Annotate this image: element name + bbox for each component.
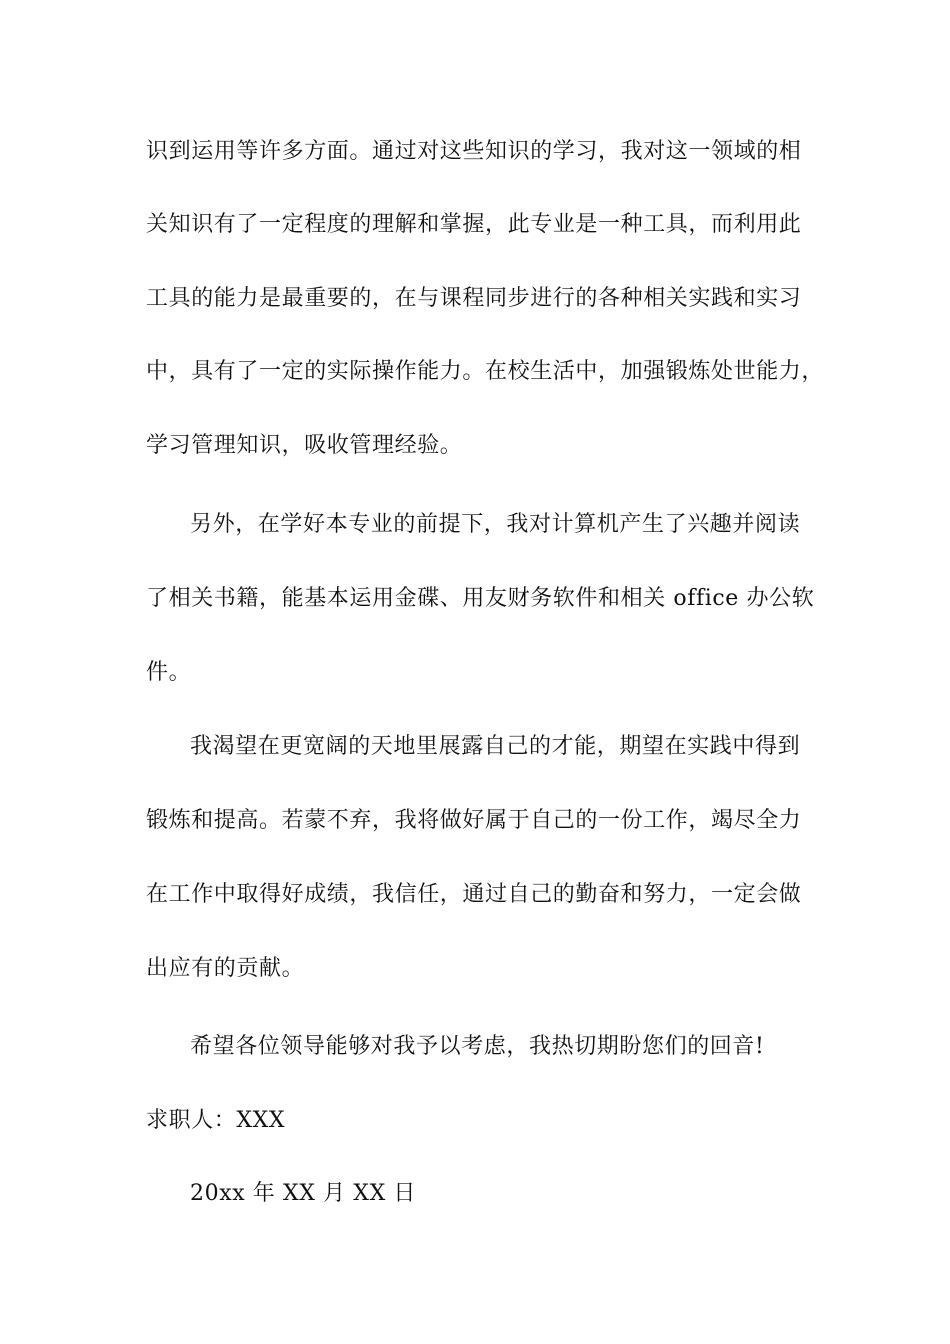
- applicant-signature: 求职人：XXX: [146, 1108, 286, 1133]
- paragraph-line: 锻炼和提高。若蒙不弃，我将做好属于自己的一份工作，竭尽全力: [146, 808, 802, 833]
- paragraph-line: 学习管理知识，吸收管理经验。: [146, 433, 463, 458]
- paragraph-line: 出应有的贡献。: [146, 956, 305, 981]
- paragraph-line: 关知识有了一定程度的理解和掌握，此专业是一种工具，而利用此: [146, 212, 802, 237]
- paragraph-line: 中，具有了一定的实际操作能力。在校生活中，加强锻炼处世能力，: [146, 359, 825, 384]
- paragraph-line: 在工作中取得好成绩，我信任，通过自己的勤奋和努力，一定会做: [146, 882, 802, 907]
- closing-line: 希望各位领导能够对我予以考虑，我热切期盼您们的回音!: [190, 1034, 765, 1059]
- paragraph-line: 了相关书籍，能基本运用金碟、用友财务软件和相关 office 办公软: [146, 586, 815, 611]
- paragraph-line: 识到运用等许多方面。通过对这些知识的学习，我对这一领域的相: [146, 139, 802, 164]
- paragraph-line: 工具的能力是最重要的，在与课程同步进行的各种相关实践和实习: [146, 286, 802, 311]
- paragraph-line: 另外，在学好本专业的前提下，我对计算机产生了兴趣并阅读: [190, 512, 801, 537]
- paragraph-line: 件。: [146, 660, 192, 685]
- letter-date: 20xx 年 XX 月 XX 日: [190, 1181, 417, 1206]
- paragraph-line: 我渴望在更宽阔的天地里展露自己的才能，期望在实践中得到: [190, 734, 801, 759]
